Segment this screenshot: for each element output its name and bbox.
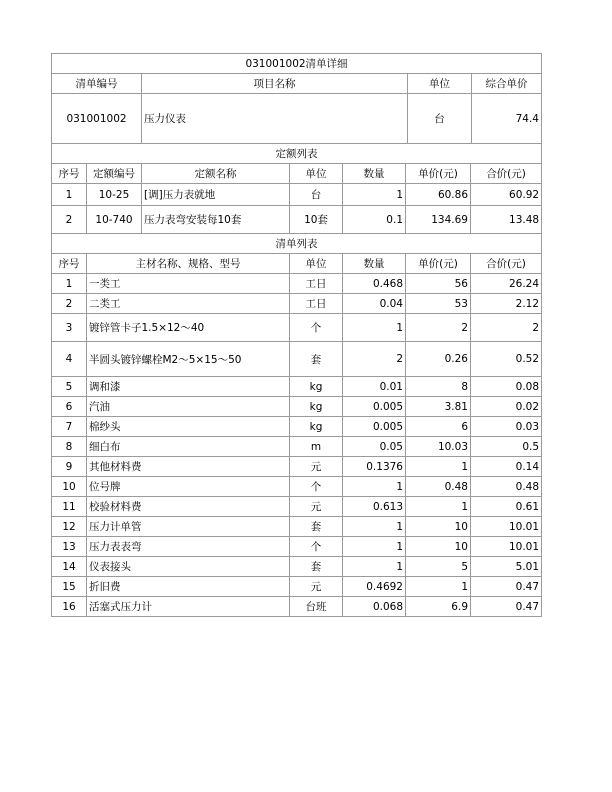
- materials-cell: 26.24: [471, 274, 542, 294]
- materials-cell: 0.4692: [343, 577, 406, 597]
- quota-col-header: 序号: [52, 164, 87, 184]
- quota-col-header: 定额编号: [87, 164, 142, 184]
- materials-cell: 位号牌: [87, 477, 290, 497]
- materials-cell: 0.02: [471, 397, 542, 417]
- materials-cell: 11: [52, 497, 87, 517]
- materials-cell: 0.47: [471, 577, 542, 597]
- materials-cell: 13: [52, 537, 87, 557]
- materials-cell: 工日: [290, 294, 343, 314]
- materials-cell: 元: [290, 577, 343, 597]
- quota-cell: [调]压力表就地: [142, 184, 290, 206]
- quota-cell: 60.86: [406, 184, 471, 206]
- materials-cell: 10.03: [406, 437, 471, 457]
- materials-cell: 0.47: [471, 597, 542, 617]
- materials-cell: 0.04: [343, 294, 406, 314]
- materials-cell: 套: [290, 517, 343, 537]
- materials-row: [52, 294, 542, 314]
- materials-row: [52, 397, 542, 417]
- materials-cell: 1: [343, 314, 406, 342]
- materials-cell: 10: [52, 477, 87, 497]
- materials-cell: 工日: [290, 274, 343, 294]
- materials-cell: 1: [406, 457, 471, 477]
- materials-cell: 3.81: [406, 397, 471, 417]
- materials-cell: 0.1376: [343, 457, 406, 477]
- materials-row: [52, 274, 542, 294]
- materials-row: [52, 517, 542, 537]
- quota-cell: 13.48: [471, 206, 542, 234]
- materials-cell: 16: [52, 597, 87, 617]
- materials-cell: kg: [290, 417, 343, 437]
- materials-cell: 0.14: [471, 457, 542, 477]
- quota-cell: 10-25: [87, 184, 142, 206]
- materials-row: [52, 557, 542, 577]
- materials-cell: 汽油: [87, 397, 290, 417]
- materials-cell: 6.9: [406, 597, 471, 617]
- materials-row: [52, 497, 542, 517]
- materials-cell: 二类工: [87, 294, 290, 314]
- materials-row: [52, 457, 542, 477]
- materials-col-header: 合价(元): [471, 254, 542, 274]
- quota-col-header: 单位: [290, 164, 343, 184]
- materials-cell: 0.613: [343, 497, 406, 517]
- quota-cell: 台: [290, 184, 343, 206]
- materials-cell: 0.5: [471, 437, 542, 457]
- quota-cell: 10-740: [87, 206, 142, 234]
- quota-col-header: 定额名称: [142, 164, 290, 184]
- materials-cell: 1: [343, 557, 406, 577]
- quota-col-header: 数量: [343, 164, 406, 184]
- materials-cell: 10.01: [471, 537, 542, 557]
- materials-cell: 56: [406, 274, 471, 294]
- materials-cell: 0.48: [471, 477, 542, 497]
- materials-cell: 个: [290, 537, 343, 557]
- materials-cell: 套: [290, 557, 343, 577]
- materials-cell: 台班: [290, 597, 343, 617]
- quota-cell: 压力表弯安装每10套: [142, 206, 290, 234]
- materials-col-header: 单价(元): [406, 254, 471, 274]
- quota-section-title: 定额列表: [52, 144, 542, 164]
- materials-cell: 仪表接头: [87, 557, 290, 577]
- item-code: 031001002: [52, 94, 142, 144]
- materials-cell: 12: [52, 517, 87, 537]
- materials-col-header: 主材名称、规格、型号: [87, 254, 290, 274]
- item-name: 压力仪表: [142, 94, 408, 144]
- materials-cell: 0.48: [406, 477, 471, 497]
- materials-table: [51, 233, 542, 617]
- materials-cell: 棉纱头: [87, 417, 290, 437]
- materials-cell: 1: [343, 517, 406, 537]
- materials-row: [52, 417, 542, 437]
- materials-cell: 8: [52, 437, 87, 457]
- materials-cell: 2: [406, 314, 471, 342]
- materials-cell: kg: [290, 377, 343, 397]
- materials-row: [52, 577, 542, 597]
- materials-cell: 0.52: [471, 342, 542, 377]
- col-header-unit: 单位: [408, 74, 472, 94]
- materials-cell: 2: [52, 294, 87, 314]
- materials-row: [52, 377, 542, 397]
- materials-cell: 套: [290, 342, 343, 377]
- materials-cell: 1: [406, 497, 471, 517]
- materials-cell: 元: [290, 457, 343, 477]
- materials-col-header: 数量: [343, 254, 406, 274]
- materials-cell: 7: [52, 417, 87, 437]
- materials-col-header: 单位: [290, 254, 343, 274]
- quota-cell: 134.69: [406, 206, 471, 234]
- materials-cell: 元: [290, 497, 343, 517]
- materials-cell: 3: [52, 314, 87, 342]
- materials-row: [52, 597, 542, 617]
- materials-cell: 0.26: [406, 342, 471, 377]
- materials-cell: 1: [343, 477, 406, 497]
- item-summary-table: [51, 53, 542, 144]
- materials-cell: 细白布: [87, 437, 290, 457]
- materials-row: [52, 314, 542, 342]
- quota-cell: 1: [343, 184, 406, 206]
- materials-cell: 5: [52, 377, 87, 397]
- materials-cell: 0.03: [471, 417, 542, 437]
- materials-row: [52, 342, 542, 377]
- materials-cell: 0.61: [471, 497, 542, 517]
- materials-cell: 5.01: [471, 557, 542, 577]
- quota-row: [52, 206, 542, 234]
- materials-cell: 校验材料费: [87, 497, 290, 517]
- col-header-name: 项目名称: [142, 74, 408, 94]
- materials-cell: 0.005: [343, 397, 406, 417]
- materials-cell: 15: [52, 577, 87, 597]
- quota-cell: 0.1: [343, 206, 406, 234]
- quota-col-header: 单价(元): [406, 164, 471, 184]
- materials-cell: 5: [406, 557, 471, 577]
- materials-cell: 个: [290, 477, 343, 497]
- item-price: 74.4: [472, 94, 542, 144]
- materials-cell: 调和漆: [87, 377, 290, 397]
- materials-cell: 6: [52, 397, 87, 417]
- materials-cell: 0.08: [471, 377, 542, 397]
- quota-table: [51, 143, 542, 234]
- materials-cell: 2: [343, 342, 406, 377]
- quota-row: [52, 184, 542, 206]
- quota-cell: 2: [52, 206, 87, 234]
- materials-cell: 10: [406, 537, 471, 557]
- materials-cell: 个: [290, 314, 343, 342]
- quota-cell: 1: [52, 184, 87, 206]
- materials-cell: 折旧费: [87, 577, 290, 597]
- materials-cell: 6: [406, 417, 471, 437]
- materials-cell: 14: [52, 557, 87, 577]
- materials-section-title: 清单列表: [52, 234, 542, 254]
- materials-cell: 8: [406, 377, 471, 397]
- materials-cell: 2.12: [471, 294, 542, 314]
- quota-col-header: 合价(元): [471, 164, 542, 184]
- quota-cell: 10套: [290, 206, 343, 234]
- materials-cell: m: [290, 437, 343, 457]
- materials-cell: 其他材料费: [87, 457, 290, 477]
- materials-col-header: 序号: [52, 254, 87, 274]
- materials-cell: 镀锌管卡子1.5×12～40: [87, 314, 290, 342]
- materials-cell: 压力表表弯: [87, 537, 290, 557]
- materials-cell: 1: [406, 577, 471, 597]
- materials-cell: kg: [290, 397, 343, 417]
- materials-row: [52, 537, 542, 557]
- materials-cell: 0.068: [343, 597, 406, 617]
- col-header-code: 清单编号: [52, 74, 142, 94]
- materials-row: [52, 437, 542, 457]
- materials-cell: 活塞式压力计: [87, 597, 290, 617]
- materials-cell: 2: [471, 314, 542, 342]
- materials-row: [52, 477, 542, 497]
- materials-cell: 10.01: [471, 517, 542, 537]
- materials-cell: 1: [52, 274, 87, 294]
- quota-cell: 60.92: [471, 184, 542, 206]
- materials-cell: 半圆头镀锌螺栓M2～5×15～50: [87, 342, 290, 377]
- materials-cell: 压力计单管: [87, 517, 290, 537]
- materials-cell: 0.005: [343, 417, 406, 437]
- materials-cell: 0.05: [343, 437, 406, 457]
- materials-cell: 53: [406, 294, 471, 314]
- materials-cell: 9: [52, 457, 87, 477]
- page-title: 031001002清单详细: [52, 54, 542, 74]
- col-header-price: 综合单价: [472, 74, 542, 94]
- item-unit: 台: [408, 94, 472, 144]
- materials-cell: 0.468: [343, 274, 406, 294]
- materials-cell: 4: [52, 342, 87, 377]
- materials-cell: 一类工: [87, 274, 290, 294]
- materials-cell: 0.01: [343, 377, 406, 397]
- materials-cell: 10: [406, 517, 471, 537]
- materials-cell: 1: [343, 537, 406, 557]
